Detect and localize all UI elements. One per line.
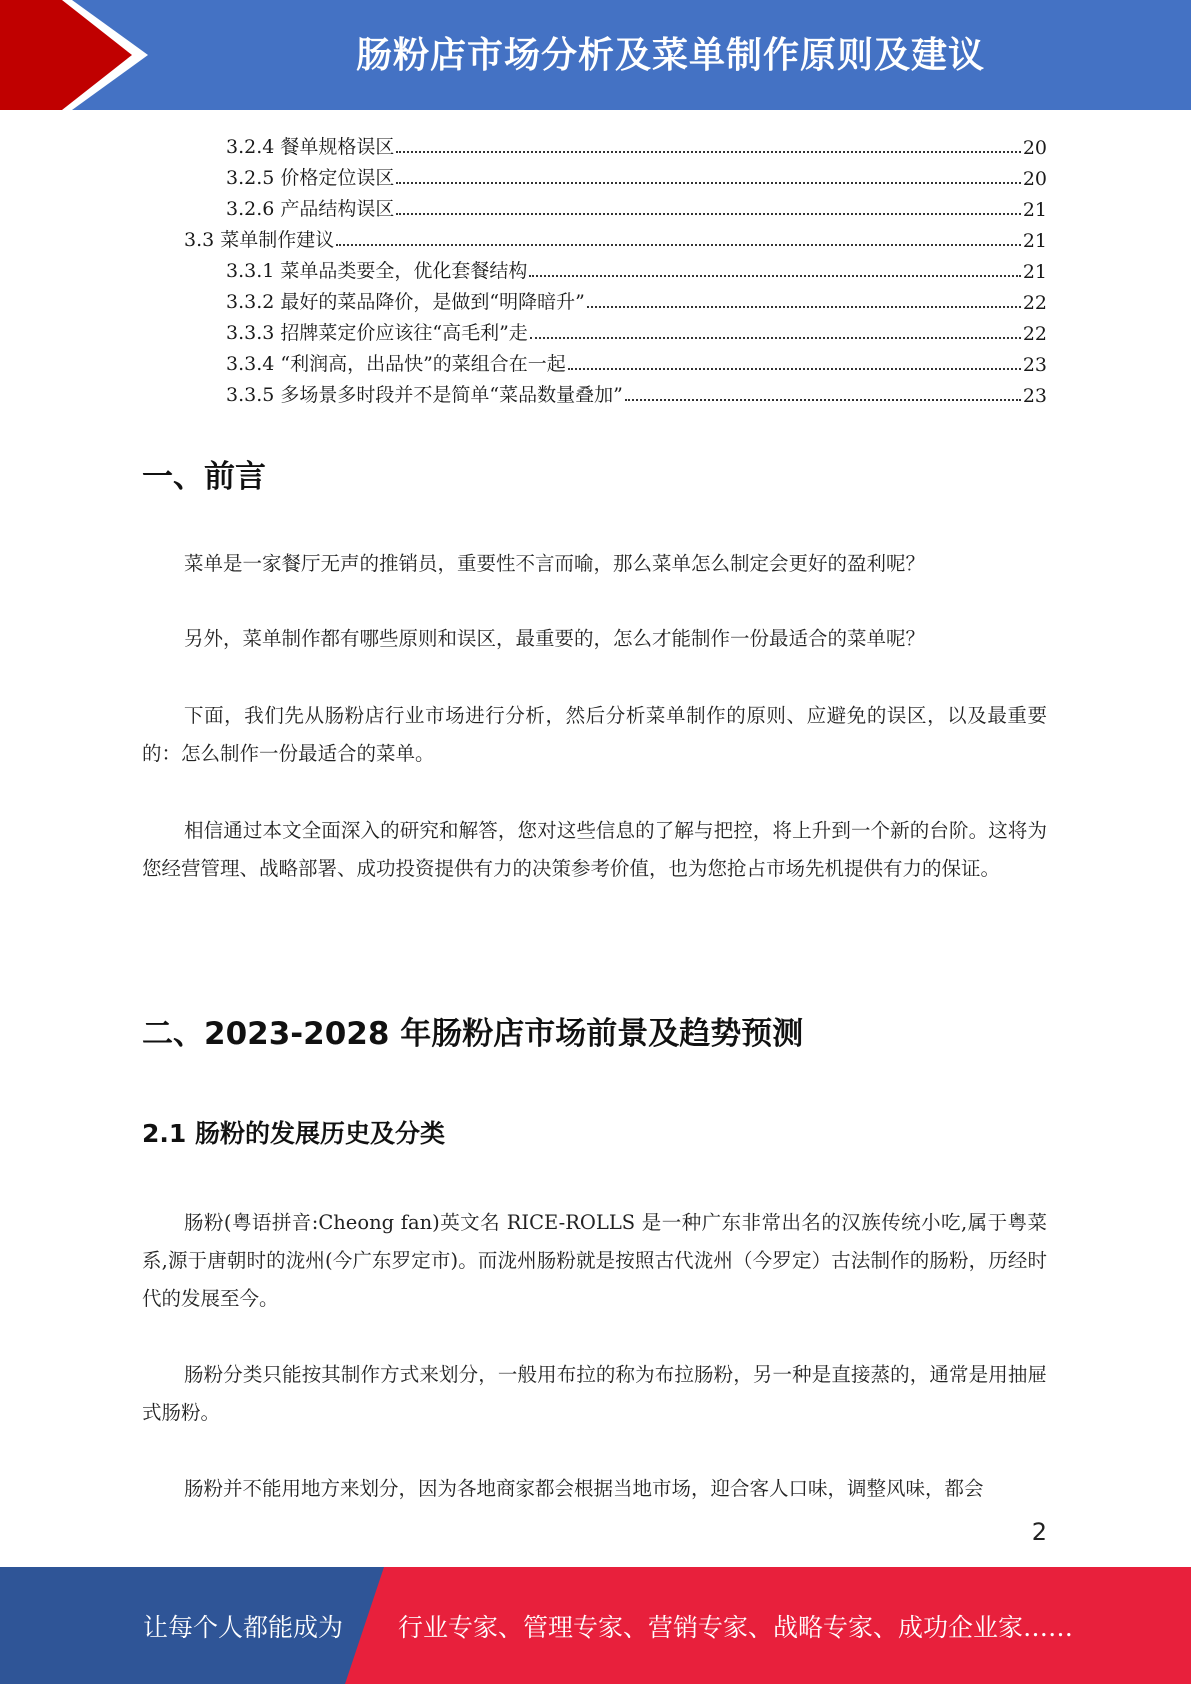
toc-leader-dots: [529, 274, 1020, 277]
toc-leader-dots: [530, 336, 1021, 339]
toc-entry-3-3-1[interactable]: [226, 252, 1047, 283]
toc-leader-dots: [396, 150, 1020, 153]
toc-entry-label: 3.3.4 “利润高，出品快”的菜组合在一起: [226, 353, 566, 375]
toc-entry-label: 3.3 菜单制作建议: [184, 229, 335, 251]
toc-leader-dots: [587, 305, 1021, 308]
toc-entry-3-3-4[interactable]: [226, 345, 1047, 376]
toc-entry-page: 20: [1022, 137, 1047, 159]
toc-leader-dots: [396, 212, 1020, 215]
toc-entry-3-3-3[interactable]: [226, 314, 1047, 345]
toc-entry-page: 21: [1022, 199, 1047, 221]
toc-leader-dots: [568, 367, 1021, 370]
toc-entry-label: 3.3.3 招牌菜定价应该往“高毛利”走: [226, 322, 528, 344]
toc-entry-label: 3.3.5 多场景多时段并不是简单“菜品数量叠加”: [226, 384, 623, 406]
toc-entry-page: 23: [1022, 385, 1047, 407]
toc-entry-label: 3.2.6 产品结构误区: [226, 198, 395, 220]
page-footer: [0, 1567, 1191, 1684]
toc-entry-label: 3.2.4 餐单规格误区: [226, 136, 395, 158]
document-title: 肠粉店市场分析及菜单制作原则及建议: [355, 34, 985, 76]
toc-entry-3-3-2[interactable]: [226, 283, 1047, 314]
toc-leader-dots: [396, 181, 1020, 184]
paragraph: 肠粉(粤语拼音:Cheong fan)英文名 RICE-ROLLS 是一种广东非常出名的汉族传统小吃,属于粤菜系,源于唐朝时的泷州(今广东罗定市)。而泷州肠粉就是按照古代泷州（今罗定）古法制作的肠粉，历经时代的发展至今。: [142, 1211, 1047, 1310]
toc-leader-dots: [625, 398, 1021, 401]
toc-entry-3-2-6[interactable]: [226, 190, 1047, 221]
toc-entry-page: 23: [1022, 354, 1047, 376]
toc-entry-page: 22: [1022, 323, 1047, 345]
toc-entry-page: 22: [1022, 292, 1047, 314]
paragraph: 另外，菜单制作都有哪些原则和误区，最重要的，怎么才能制作一份最适合的菜单呢？: [184, 627, 926, 650]
toc-leader-dots: [336, 243, 1021, 246]
footer-slogan-right: 行业专家、管理专家、营销专家、战略专家、成功企业家……: [398, 1612, 1074, 1642]
toc-entry-3-2-5[interactable]: [226, 159, 1047, 190]
footer-slogan-left: 让每个人都能成为: [143, 1612, 344, 1642]
toc-entry-label: 3.2.5 价格定位误区: [226, 167, 395, 189]
toc-entry-label: 3.3.1 菜单品类要全，优化套餐结构: [226, 260, 528, 282]
toc-entry-3-3[interactable]: [184, 221, 1047, 252]
section-heading-preface: 一、前言: [142, 459, 266, 495]
paragraph: 菜单是一家餐厅无声的推销员，重要性不言而喻，那么菜单怎么制定会更好的盈利呢？: [184, 552, 926, 575]
page-header: [0, 0, 1191, 110]
paragraph: 肠粉分类只能按其制作方式来划分，一般用布拉的称为布拉肠粉，另一种是直接蒸的，通常是用抽屉式肠粉。: [142, 1363, 1047, 1424]
toc-entry-3-3-5[interactable]: [226, 376, 1047, 407]
subsection-heading-history: 2.1 肠粉的发展历史及分类: [142, 1119, 445, 1148]
toc-entry-page: 21: [1022, 230, 1047, 252]
paragraph: 相信通过本文全面深入的研究和解答，您对这些信息的了解与把控，将上升到一个新的台阶。这将为您经营管理、战略部署、成功投资提供有力的决策参考价值，也为您抢占市场先机提供有力的保证。: [142, 819, 1047, 880]
paragraph: 下面，我们先从肠粉店行业市场进行分析，然后分析菜单制作的原则、应避免的误区，以及最重要的：怎么制作一份最适合的菜单。: [142, 704, 1047, 765]
section-heading-market-outlook: 二、2023-2028 年肠粉店市场前景及趋势预测: [142, 1016, 804, 1052]
page-number: 2: [1031, 1518, 1047, 1546]
toc-entry-3-2-4[interactable]: [226, 128, 1047, 159]
toc-entry-page: 21: [1022, 261, 1047, 283]
paragraph: 肠粉并不能用地方来划分，因为各地商家都会根据当地市场，迎合客人口味，调整风味，都会: [184, 1477, 984, 1500]
toc-entry-page: 20: [1022, 168, 1047, 190]
toc-entry-label: 3.3.2 最好的菜品降价，是做到“明降暗升”: [226, 291, 585, 313]
